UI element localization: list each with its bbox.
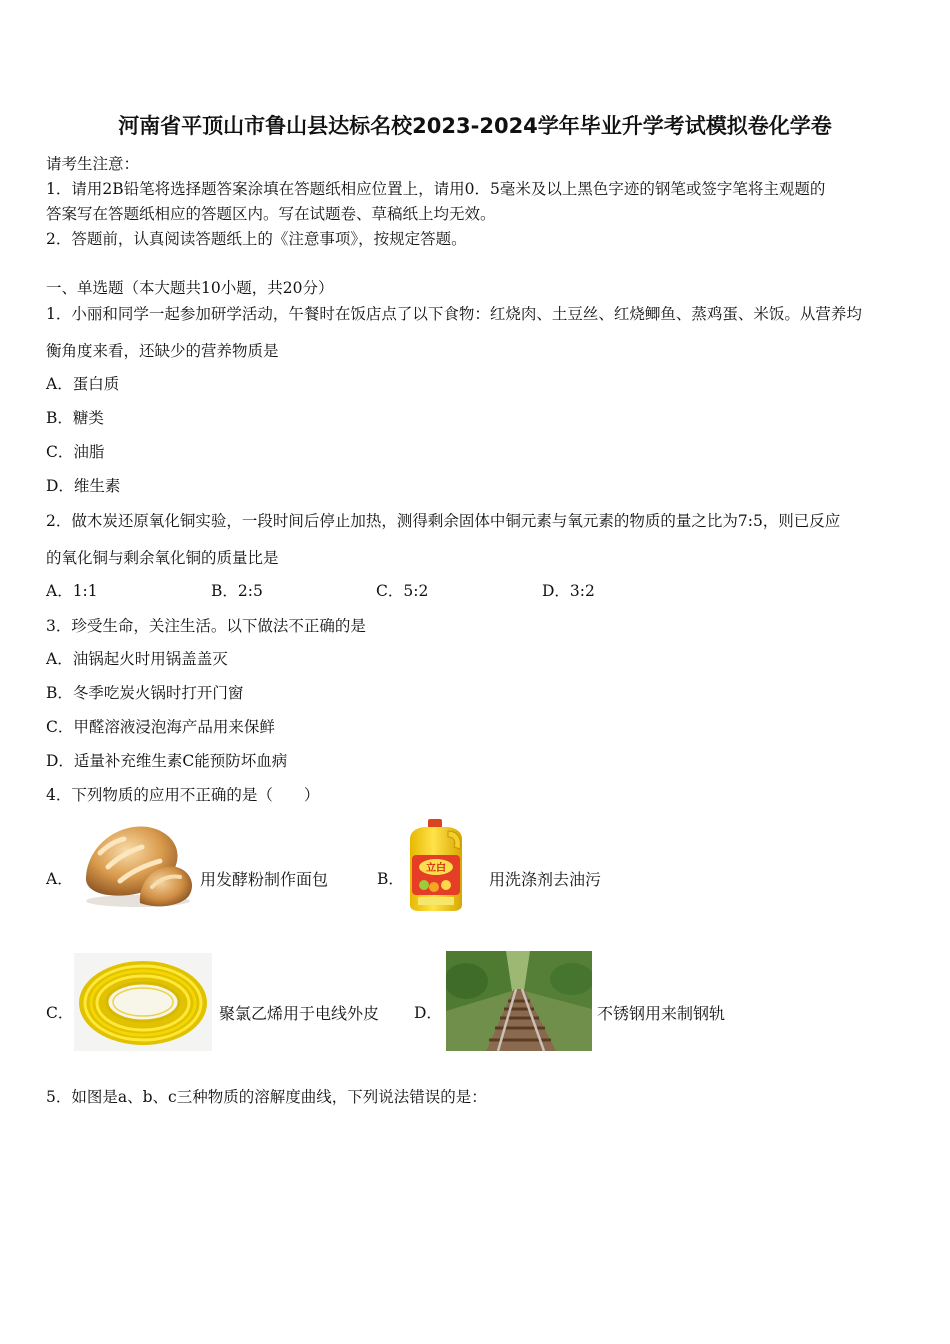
question-4-option-c-label: C． xyxy=(46,1004,74,1022)
question-1-option-c: C．油脂 xyxy=(46,443,105,461)
bottle-brand-text: 立白 xyxy=(426,863,446,874)
question-4-option-b-caption: 用洗涤剂去油污 xyxy=(489,870,602,889)
page-title: 河南省平顶山市鲁山县达标名校2023-2024学年毕业升学考试模拟卷化学卷 xyxy=(118,114,832,138)
question-4-option-d-caption: 不锈钢用来制钢轨 xyxy=(597,1004,726,1023)
question-4-option-c-caption: 聚氯乙烯用于电线外皮 xyxy=(219,1004,380,1023)
question-1-option-b: B．糖类 xyxy=(46,409,104,427)
section-heading: 一、单选题（本大题共10小题，共20分） xyxy=(46,279,334,297)
question-1-stem-line-2: 衡角度来看，还缺少的营养物质是 xyxy=(46,342,279,360)
question-3-option-a: A．油锅起火时用锅盖盖灭 xyxy=(46,650,228,668)
question-2-options xyxy=(46,579,746,599)
detergent-bottle-icon xyxy=(404,817,468,913)
question-1-option-d: D．维生素 xyxy=(46,477,121,495)
question-3-stem: 3．珍受生命，关注生活。以下做法不正确的是 xyxy=(46,617,366,635)
question-3-option-d: D．适量补充维生素C能预防坏血病 xyxy=(46,752,288,770)
question-4-option-d-label: D． xyxy=(414,1004,442,1022)
notice-item-1-line-1: 1．请用2B铅笔将选择题答案涂填在答题纸相应位置上，请用0．5毫米及以上黑色字迹的钢笔或签字笔将主观题的 xyxy=(46,180,826,198)
question-4-option-a-caption: 用发酵粉制作面包 xyxy=(200,870,329,889)
notice-heading: 请考生注意： xyxy=(46,155,140,173)
notice-item-1-line-2: 答案写在答题纸相应的答题区内。写在试题卷、草稿纸上均无效。 xyxy=(46,205,496,223)
question-3-option-c: C．甲醛溶液浸泡海产品用来保鲜 xyxy=(46,718,275,736)
question-2-option-d: D．3:2 xyxy=(542,582,595,600)
question-2-option-c: C．5:2 xyxy=(376,582,429,600)
question-2-option-b: B．2:5 xyxy=(211,582,263,600)
bread-icon xyxy=(78,815,196,910)
railway-track-icon xyxy=(446,951,592,1051)
notice-item-2: 2．答题前，认真阅读答题纸上的《注意事项》，按规定答题。 xyxy=(46,230,467,248)
question-1-option-a: A．蛋白质 xyxy=(46,375,120,393)
question-4-option-b-label: B． xyxy=(377,870,404,888)
question-2-option-a: A．1:1 xyxy=(46,582,98,600)
question-2-stem-line-1: 2．做木炭还原氧化铜实验，一段时间后停止加热，测得剩余固体中铜元素与氧元素的物质的量之比为7:5，则已反应 xyxy=(46,512,841,530)
wire-coil-icon xyxy=(74,953,212,1051)
question-5-stem: 5．如图是a、b、c三种物质的溶解度曲线，下列说法错误的是： xyxy=(46,1088,487,1106)
question-2-stem-line-2: 的氧化铜与剩余氧化铜的质量比是 xyxy=(46,549,279,567)
question-4-stem: 4．下列物质的应用不正确的是（ ） xyxy=(46,786,320,804)
question-4-option-a-label: A． xyxy=(46,870,73,888)
question-3-option-b: B．冬季吃炭火锅时打开门窗 xyxy=(46,684,244,702)
question-1-stem-line-1: 1．小丽和同学一起参加研学活动，午餐时在饭店点了以下食物：红烧肉、土豆丝、红烧鲫鱼、蒸鸡蛋、米饭。从营养均 xyxy=(46,305,862,323)
